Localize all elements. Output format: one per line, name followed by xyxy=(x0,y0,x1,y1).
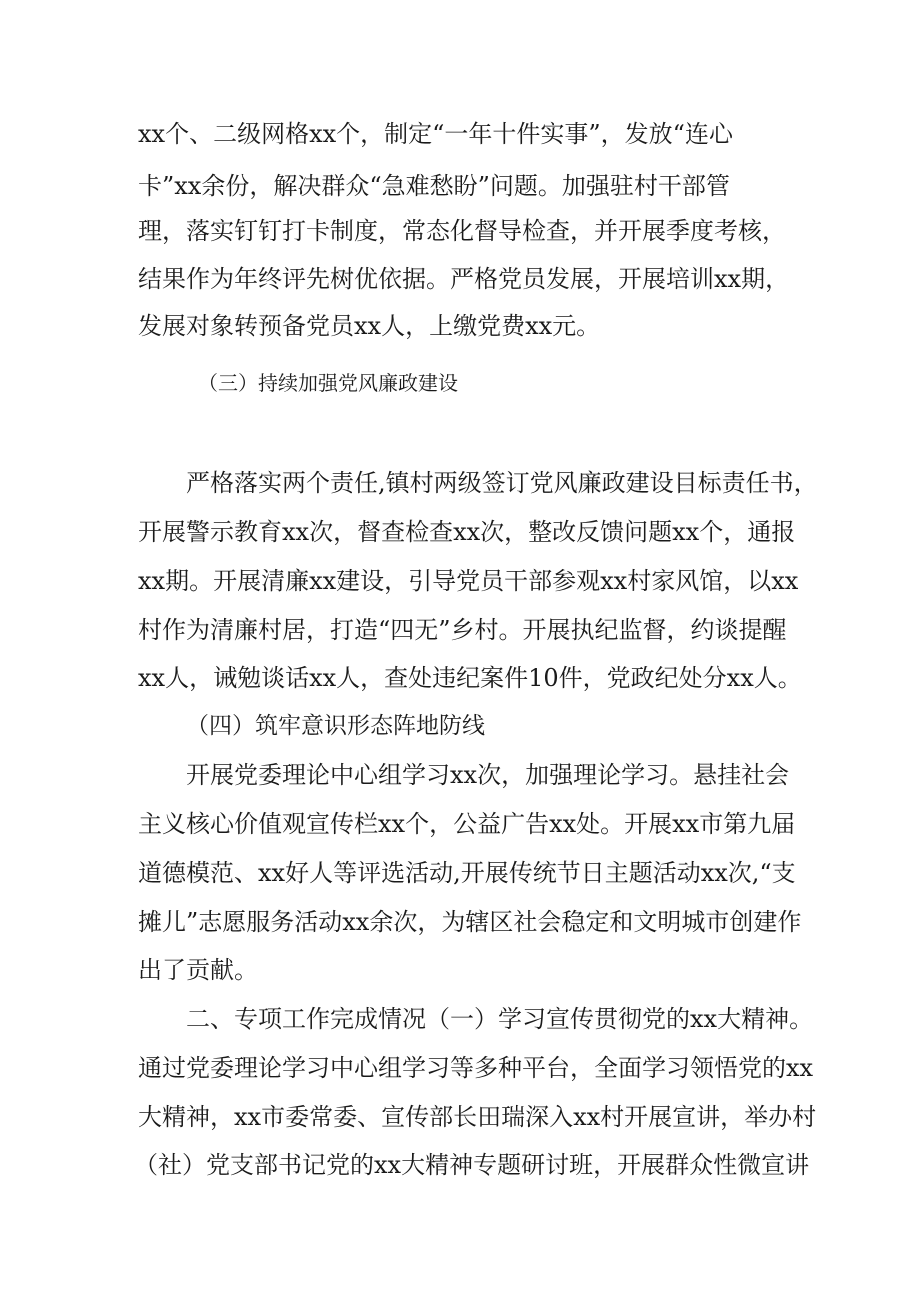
text-line: （社）党支部书记党的xx大精神专题研讨班，开展群众性微宣讲 xyxy=(134,1151,810,1179)
text-line: 通过党委理论学习中心组学习等多种平台，全面学习领悟党的xx xyxy=(138,1054,814,1082)
text-line: 摊儿”志愿服务活动xx余次，为辖区社会稳定和文明城市创建作 xyxy=(138,908,802,936)
text-line: 主义核心价值观宣传栏xx个，公益广告xx处。开展xx市第九届 xyxy=(138,810,796,838)
text-line: 二、专项工作完成情况（一）学习宣传贯彻党的xx大精神。 xyxy=(186,1005,814,1033)
text-line: xx个、二级网格xx个，制定“一年十件实事”，发放“连心 xyxy=(138,120,733,148)
text-line: 严格落实两个责任,镇村两级签订党风廉政建设目标责任书， xyxy=(186,469,818,497)
text-line: 理，落实钉钉打卡制度，常态化督导检查，并开展季度考核， xyxy=(138,217,786,245)
text-line: 结果作为年终评先树优依据。严格党员发展，开展培训xx期， xyxy=(138,265,790,293)
text-line: 卡”xx余份，解决群众“急难愁盼”问题。加强驻村干部管 xyxy=(138,172,730,200)
text-line: 开展警示教育xx次，督查检查xx次，整改反馈问题xx个，通报 xyxy=(138,518,796,546)
text-line: xx人，诫勉谈话xx人，查处违纪案件10件，党政纪处分xx人。 xyxy=(138,664,802,692)
text-line: 大精神，xx市委常委、宣传部长田瑞深入xx村开展宣讲，举办村 xyxy=(138,1103,817,1131)
text-line: 开展党委理论中心组学习xx次，加强理论学习。悬挂社会 xyxy=(186,761,790,789)
text-line: xx期。开展清廉xx建设，引导党员干部参观xx村家风馆，以xx xyxy=(138,567,799,595)
section-heading-4: （四）筑牢意识形态阵地防线 xyxy=(186,713,485,739)
text-line: 发展对象转预备党员xx人，上缴党费xx元。 xyxy=(138,312,601,340)
text-line: 道德模范、xx好人等评选活动,开展传统节日主题活动xx次,“支 xyxy=(138,859,796,887)
text-line: 村作为清廉村居，打造“四无”乡村。开展执纪监督，约谈提醒 xyxy=(138,616,787,644)
section-heading-3: （三）持续加强党风廉政建设 xyxy=(198,371,458,395)
text-line: 出了贡献。 xyxy=(138,956,258,984)
